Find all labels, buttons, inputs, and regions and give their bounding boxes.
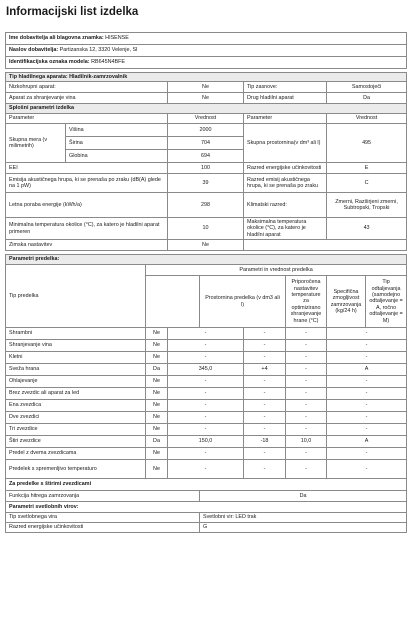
four-star-header: Za predelke s štirimi zvezdicami [6, 479, 407, 491]
compartment-rows [6, 328, 407, 479]
winter-setting-value: Ne [168, 240, 244, 251]
general-header: Splošni parametri izdelka [6, 103, 407, 113]
width-value: 704 [168, 136, 244, 149]
compartment-temp: - [244, 388, 286, 400]
max-ambient-temp-label: Maksimalna temperatura okolice (°C), za katero je hladilni aparat [244, 217, 327, 239]
compartment-freezing-capacity: - [286, 388, 327, 400]
compartment-type-column-header: Tip predelka [6, 265, 146, 328]
compartment-freezing-capacity: - [286, 328, 327, 340]
compartment-defrost-type: - [327, 388, 407, 400]
noise-emission-label: Emisija akustičnega hrupa, ki se prenaša po zraku (dB(A) glede na 1 pW) [6, 173, 168, 192]
compartment-temp: - [244, 448, 286, 460]
appliance-row-2 [6, 92, 407, 103]
compartment-volume: 345,0 [168, 364, 244, 376]
compartment-name: Shranjevanje vina [6, 340, 146, 352]
design-type-value: Samostoječi [327, 81, 407, 92]
wine-appliance-label: Aparat za shranjevanje vina [6, 92, 168, 103]
compartment-volume: - [168, 460, 244, 479]
compartment-freezing-capacity: - [286, 460, 327, 479]
compartment-present: Ne [146, 376, 168, 388]
compartment-present: Ne [146, 328, 168, 340]
light-source-class-label: Razred energijske učinkovitosti [6, 523, 200, 533]
compartment-name: Brez zvezdic ali aparat za led [6, 388, 146, 400]
compartment-defrost-type: - [327, 328, 407, 340]
low-noise-value: Ne [168, 81, 244, 92]
compartment-defrost-type: - [327, 352, 407, 364]
design-type-label: Tip zasnove: [244, 81, 327, 92]
compartment-freezing-capacity: - [286, 424, 327, 436]
compartment-present: Ne [146, 424, 168, 436]
compartment-row [6, 448, 407, 460]
compartment-defrost-type: A [327, 436, 407, 448]
compartment-name: Ohlajevanje [6, 376, 146, 388]
compartment-name: Predel z dvema zvezdicama [6, 448, 146, 460]
compartment-temp: - [244, 376, 286, 388]
supplier-name-value: HISENSE [105, 34, 129, 41]
compartment-temp: +4 [244, 364, 286, 376]
compartment-temp: - [244, 328, 286, 340]
general-header-row [6, 103, 407, 113]
annual-energy-label: Letna poraba energije (kWh/a) [6, 192, 168, 217]
compartment-volume: - [168, 388, 244, 400]
parameter-column-header-2: Parameter [244, 113, 327, 123]
supplier-name-row [6, 32, 407, 44]
noise-class-value: C [327, 173, 407, 192]
model-id-value: RB645N4BFE [91, 58, 125, 65]
light-source-class-row [6, 523, 407, 533]
compartment-defrost-type: - [327, 460, 407, 479]
winter-setting-label: Zimska nastavitev [6, 240, 168, 251]
compartment-volume: 150,0 [168, 436, 244, 448]
compartment-temp: - [244, 340, 286, 352]
min-ambient-temp-label: Minimalna temperatura okolice (°C), za katero je hladilni aparat primeren [6, 217, 168, 239]
freezing-capacity-column-header: Specifična zmogljivost zamrzovanja (kg/24 h) [327, 276, 366, 328]
compartment-present: Da [146, 436, 168, 448]
compartment-name: Ena zvezdica [6, 400, 146, 412]
eei-row [6, 162, 407, 173]
model-id-label: Identifikacijska oznaka modela: [9, 58, 90, 65]
supplier-address-label: Naslov dobavitelja: [9, 46, 59, 53]
compartment-row [6, 460, 407, 479]
compartment-row [6, 388, 407, 400]
other-appliance-value: Da [327, 92, 407, 103]
depth-label: Globina [66, 149, 168, 162]
compartment-freezing-capacity: - [286, 352, 327, 364]
ambient-temperature-row [6, 217, 407, 239]
compartment-present: Ne [146, 412, 168, 424]
height-value: 2000 [168, 123, 244, 136]
compartment-row [6, 412, 407, 424]
compartment-defrost-type: - [327, 424, 407, 436]
compartment-temp: - [244, 424, 286, 436]
parameter-column-header: Parameter [6, 113, 168, 123]
wine-appliance-value: Ne [168, 92, 244, 103]
compartment-freezing-capacity: - [286, 364, 327, 376]
supplier-name-label: Ime dobavitelja ali blagovna znamka: [9, 34, 104, 41]
fast-freeze-label: Funkcija hitrega zamrzovanja [6, 491, 200, 502]
compartment-present: Ne [146, 400, 168, 412]
noise-class-label: Razred emisij akustičnega hrupa, ki se prenaša po zraku [244, 173, 327, 192]
width-label: Širina [66, 136, 168, 149]
compartment-row [6, 352, 407, 364]
four-star-header-row [6, 479, 407, 491]
compartment-temp: - [244, 460, 286, 479]
compartment-freezing-capacity: - [286, 400, 327, 412]
compartment-volume: - [168, 448, 244, 460]
eei-value: 100 [168, 162, 244, 173]
climate-class-value: Zmerni, Razširjeni zmerni, Subtropski, Tropski [327, 192, 407, 217]
compartment-volume: - [168, 376, 244, 388]
compartment-present: Ne [146, 340, 168, 352]
compartments-group-row [6, 265, 407, 276]
appliance-row-1 [6, 81, 407, 92]
document-title: Informacijski list izdelka [6, 6, 139, 18]
fast-freeze-value: Da [200, 491, 407, 502]
min-ambient-temp-value: 10 [168, 217, 244, 239]
compartment-temp: - [244, 400, 286, 412]
energy-class-value: E [327, 162, 407, 173]
value-column-header: Vrednost [168, 113, 244, 123]
light-source-type-value: Svetlobni vir: LED trak [200, 513, 407, 523]
sheet-table [5, 32, 407, 534]
compartment-volume: - [168, 412, 244, 424]
energy-class-label: Razred energijske učinkovitosti [244, 162, 327, 173]
energy-row [6, 192, 407, 217]
compartment-volume: - [168, 352, 244, 364]
light-source-class-value: G [200, 523, 407, 533]
compartment-name: Tri zvezdice [6, 424, 146, 436]
compartment-present: Ne [146, 352, 168, 364]
compartment-row [6, 340, 407, 352]
compartment-name: Dve zvezdici [6, 412, 146, 424]
compartment-defrost-type: - [327, 340, 407, 352]
total-volume-label: Skupna prostornina(v dm³ ali l) [244, 123, 327, 162]
compartment-freezing-capacity: - [286, 412, 327, 424]
dimensions-label: Skupna mera (v milimetrih) [6, 123, 66, 162]
fast-freeze-row [6, 491, 407, 502]
compartment-row [6, 364, 407, 376]
compartment-defrost-type: - [327, 400, 407, 412]
general-columns-row [6, 113, 407, 123]
compartment-present: Ne [146, 388, 168, 400]
defrost-type-column-header: Tip odtaljevanja (samodejno odtaljevanje = A, ročno odtaljevanje = M) [366, 276, 407, 328]
compartment-volume-column-header: Prostornina predelka (v dm3 ali l) [200, 276, 286, 328]
lighting-header: Parametri svetlobnih virov: [6, 502, 407, 513]
appliance-type-header: Tip hladilnega aparata: Hladilnik-zamrzovalnik [6, 72, 407, 81]
total-volume-value: 495 [327, 123, 407, 162]
compartment-name: Shrambni [6, 328, 146, 340]
compartment-volume: - [168, 340, 244, 352]
climate-class-label: Klimatski razred: [244, 192, 327, 217]
appliance-type-header-row [6, 72, 407, 81]
compartment-present: Ne [146, 460, 168, 479]
compartment-name: Kletni [6, 352, 146, 364]
compartment-temp: - [244, 412, 286, 424]
compartment-defrost-type: - [327, 412, 407, 424]
compartment-freezing-capacity: - [286, 376, 327, 388]
compartment-row [6, 328, 407, 340]
model-id-row [6, 56, 407, 68]
annual-energy-value: 298 [168, 192, 244, 217]
compartment-row [6, 424, 407, 436]
compartment-freezing-capacity: 10,0 [286, 436, 327, 448]
compartment-name: Predelek s spremenljivo temperaturo [6, 460, 146, 479]
compartment-defrost-type: - [327, 376, 407, 388]
compartment-row [6, 376, 407, 388]
winter-setting-row [6, 240, 407, 251]
compartment-present: Ne [146, 448, 168, 460]
compartments-header: Parametri predelka: [6, 255, 407, 265]
dimension-height-row [6, 123, 407, 136]
compartment-freezing-capacity: - [286, 340, 327, 352]
compartment-temp: - [244, 352, 286, 364]
height-label: Višina [66, 123, 168, 136]
compartment-freezing-capacity: - [286, 448, 327, 460]
recommended-temp-column-header: Priporočena nastavitev temperature za optimizirano shranjevanje hrane (°C) [286, 276, 327, 328]
compartment-row [6, 436, 407, 448]
compartment-volume: - [168, 400, 244, 412]
compartments-header-row [6, 255, 407, 265]
depth-value: 694 [168, 149, 244, 162]
noise-emission-value: 39 [168, 173, 244, 192]
compartment-present: Da [146, 364, 168, 376]
compartment-name: Štiri zvezdice [6, 436, 146, 448]
compartment-row [6, 400, 407, 412]
compartment-volume: - [168, 328, 244, 340]
value-column-header-2: Vrednost [327, 113, 407, 123]
eei-label: EEI [6, 162, 168, 173]
compartment-defrost-type: - [327, 448, 407, 460]
compartment-parameters-header: Parametri in vrednost predelka [146, 265, 407, 276]
supplier-address-row [6, 44, 407, 56]
light-source-type-label: Tip svetlobnega vira [6, 513, 200, 523]
lighting-header-row [6, 502, 407, 513]
compartment-defrost-type: A [327, 364, 407, 376]
noise-row [6, 173, 407, 192]
low-noise-label: Nizkohrupni aparat: [6, 81, 168, 92]
compartment-volume: - [168, 424, 244, 436]
supplier-address-value: Partizanska 12, 3320 Velenje, SI [59, 46, 138, 53]
max-ambient-temp-value: 43 [327, 217, 407, 239]
other-appliance-label: Drug hladilni aparat [244, 92, 327, 103]
light-source-type-row [6, 513, 407, 523]
compartment-name: Sveža hrana [6, 364, 146, 376]
compartment-temp: -18 [244, 436, 286, 448]
